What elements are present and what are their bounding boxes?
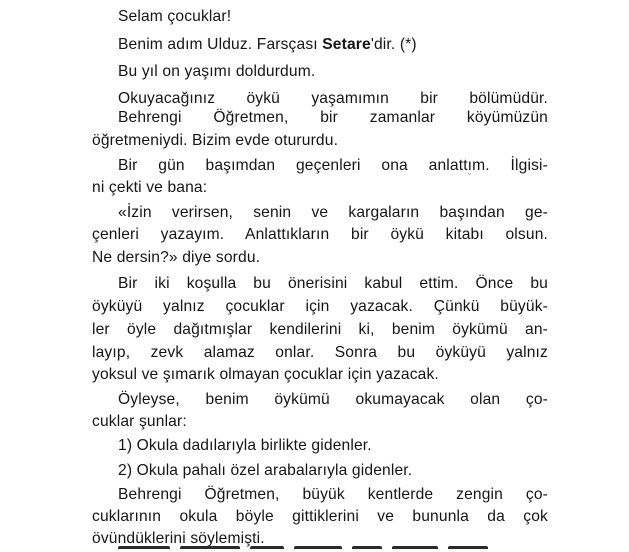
name-setare: Setare (322, 36, 371, 53)
text-line: Bir iki koşulla bu önerisini kabul ettim. Önce bu (118, 275, 548, 292)
text-line: ler öyle dağıtmışlar kendilerini ki, benim öykümü an- (92, 321, 548, 338)
text-line: öyküyü yalnız çocuklar için yazacak. Çünkü büyük- (92, 298, 548, 315)
list-item: 2) Okula pahalı özel arabalarıyla gidenler. (118, 462, 413, 479)
text-line: Behrengi Öğretmen, büyük kentlerde zengin ço- (118, 486, 548, 503)
text-line: övündüklerini söylemişti. (92, 530, 265, 547)
text-line: Bir gün başımdan geçenleri ona anlattım. İlgisi- (118, 157, 548, 174)
text-line: Bu yıl on yaşımı doldurdum. (118, 63, 316, 80)
text-line (118, 35, 574, 55)
text-line: Selam çocuklar! (118, 8, 232, 25)
text-line: çenleri yazayım. Anlattıkların bir öykü kitabı olsun. (92, 226, 548, 243)
text-line: yoksul ve şımarık olmayan çocuklar için yazacak. (92, 366, 439, 383)
text-line: cuklar şunlar: (92, 413, 187, 430)
text-segment: Benim adım Ulduz. Farsçası (118, 36, 323, 53)
text-line: cuklarının okula böyle gittiklerini ve bununla da çok (92, 508, 548, 525)
text-segment: 'dir. (*) (370, 36, 417, 53)
list-item: 1) Okula dadılarıyla birlikte gidenler. (118, 437, 372, 454)
text-line: Öyleyse, benim öykümü okumayacak olan ço- (118, 391, 548, 408)
cut-off-next-line (118, 544, 498, 552)
text-line: Ne dersin?» diye sordu. (92, 249, 261, 266)
text-line: Okuyacağınız öykü yaşamımın bir bölümüdür. (118, 90, 548, 107)
scan-speck: ˇ (468, 172, 471, 182)
text-line: «İzin verirsen, senin ve kargaların başından ge- (118, 204, 548, 221)
text-line: Behrengi Öğretmen, bir zamanlar köyümüzün (118, 109, 548, 126)
text-line: layıp, zevk alamaz onlar. Sonra bu öyküyü yalnız (92, 344, 548, 361)
text-line: öğretmeniydi. Bizim evde otururdu. (92, 132, 339, 149)
text-line: ni çekti ve bana: (92, 179, 208, 196)
